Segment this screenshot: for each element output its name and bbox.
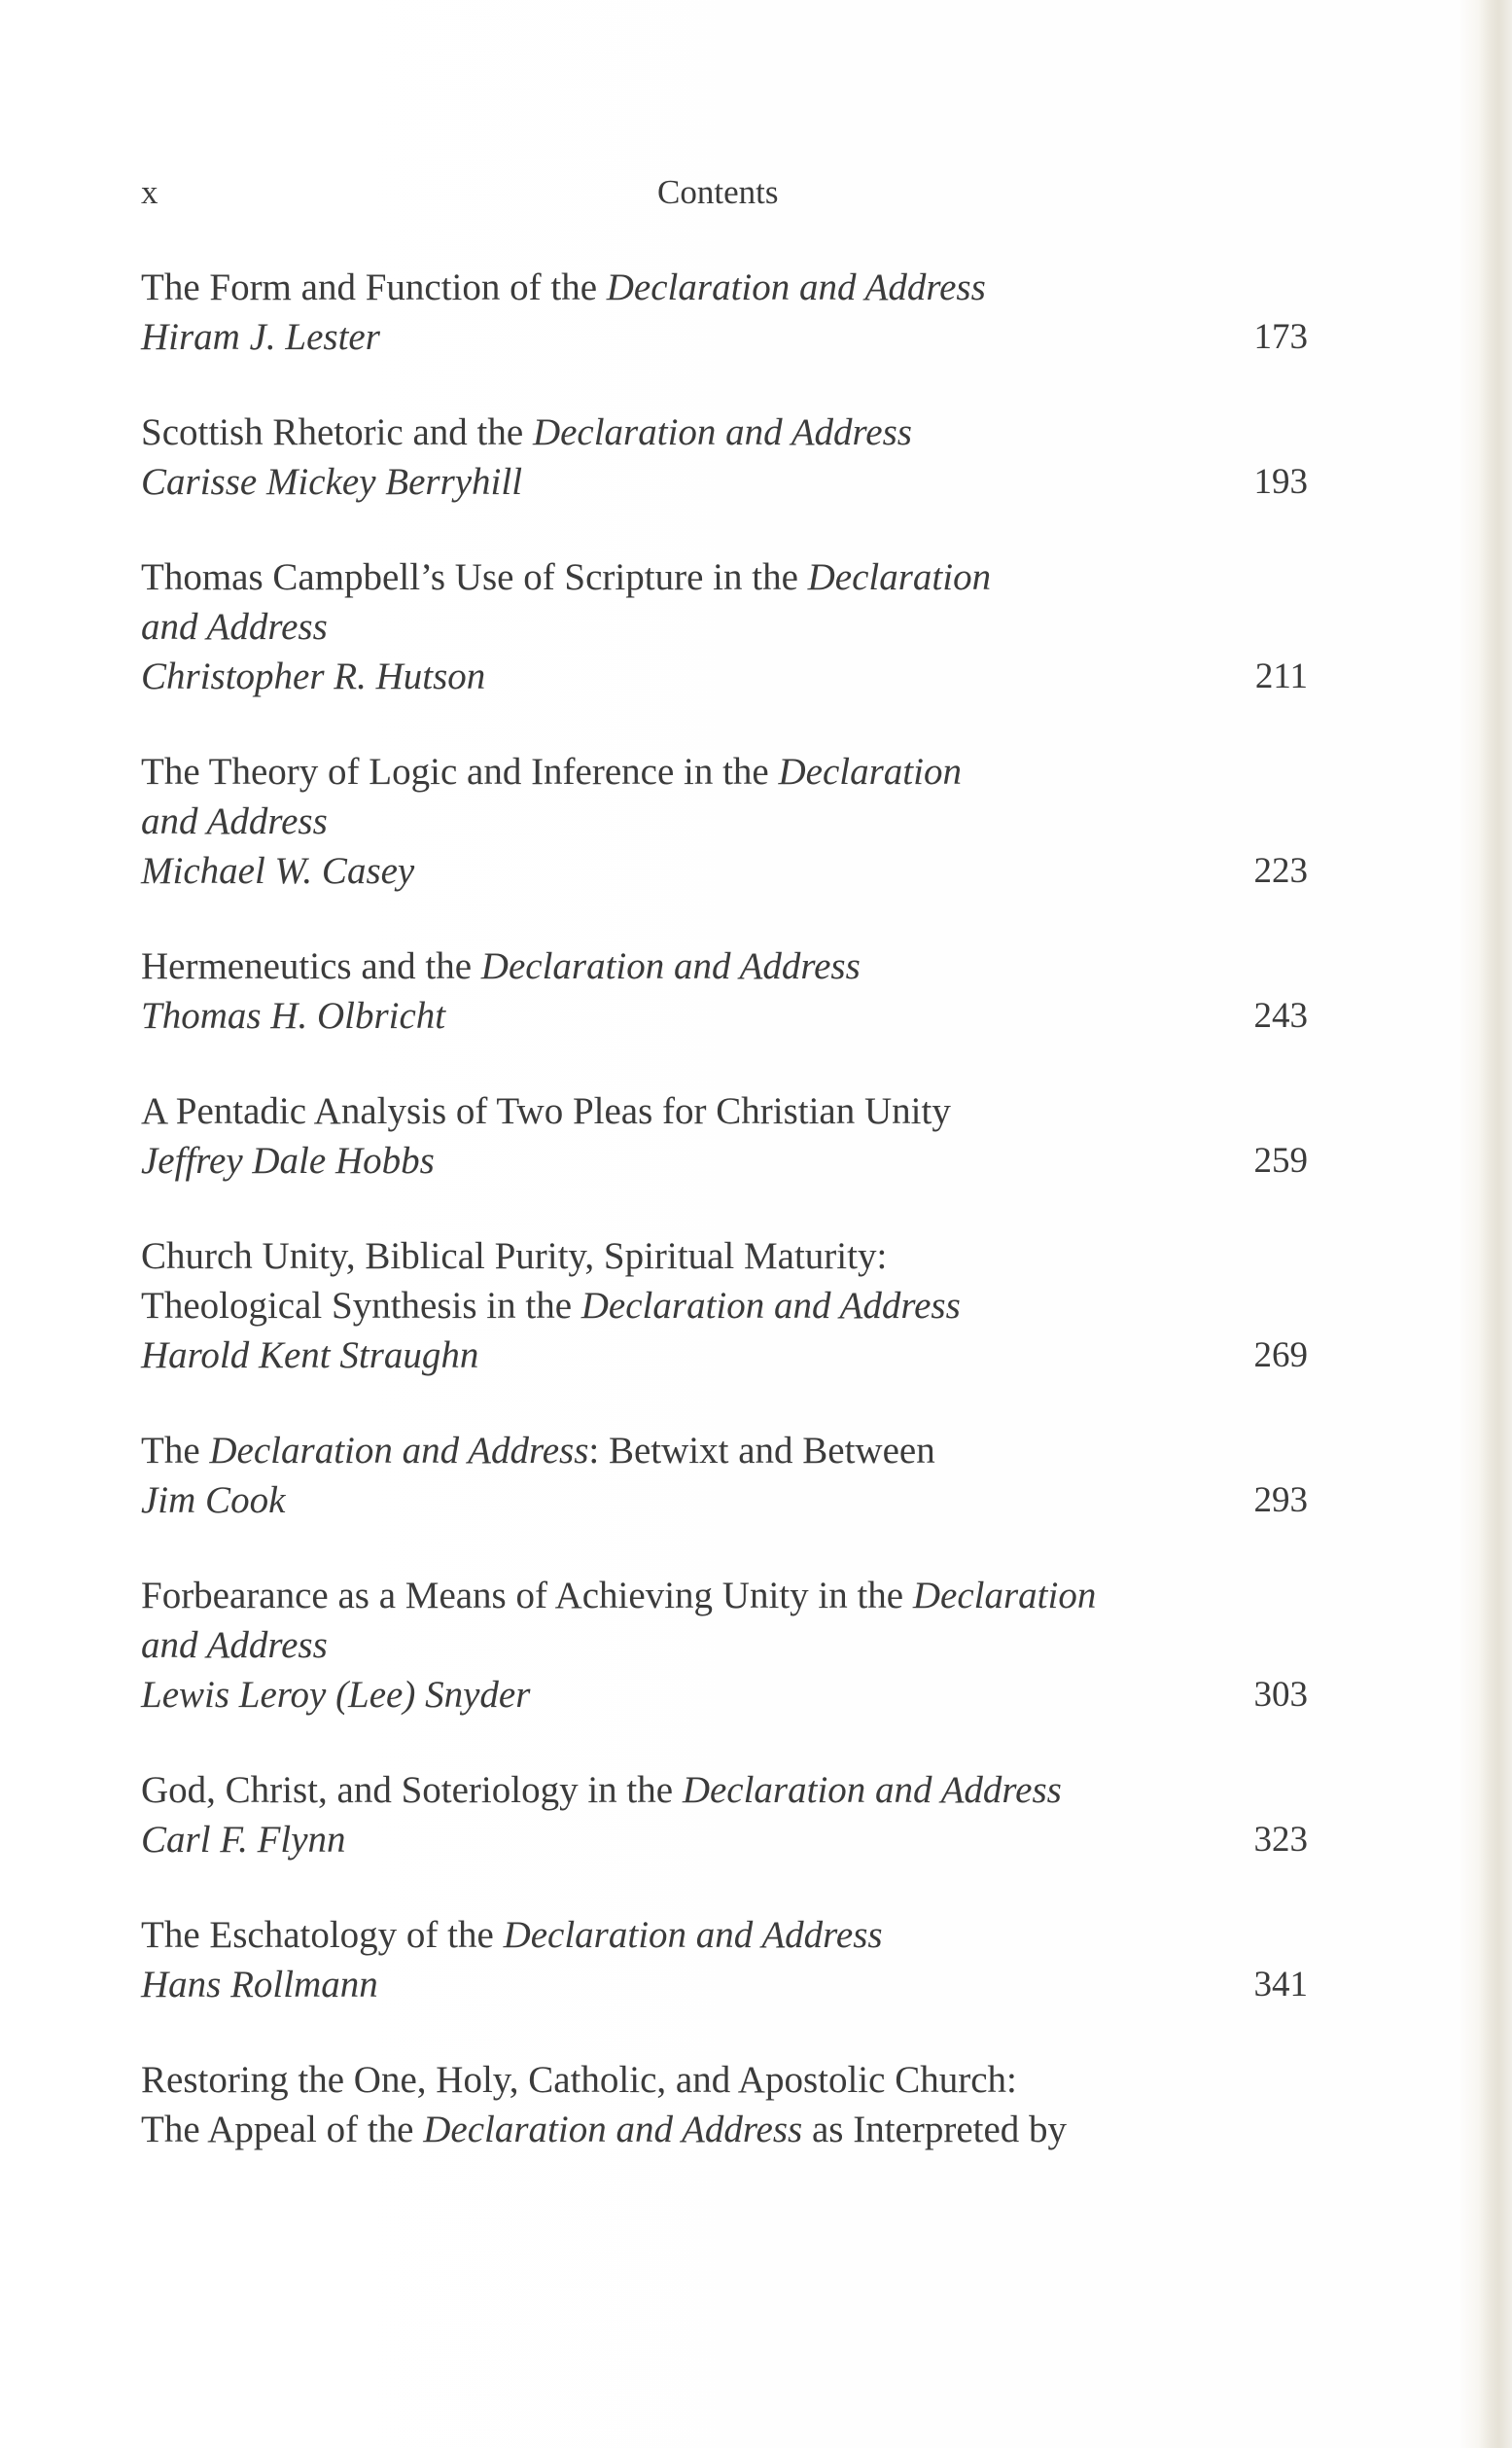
toc-entry-title-line [141,2055,1308,2105]
toc-entry-page-number: 269 [1253,1335,1308,1375]
page-edge-shadow [1479,0,1512,2448]
toc-title-italic-text: Declaration and Address [503,1914,883,1956]
toc-title-italic-text: Declaration and Address [682,1769,1062,1811]
toc-entry-title-line [141,1620,1308,1670]
toc-entry-page-number: 323 [1253,1820,1308,1860]
toc-title-text: as Interpreted by [802,2109,1068,2150]
toc-title-text: A Pentadic Analysis of Two Pleas for Christian Unity [141,1090,951,1132]
toc-title-text: Forbearance as a Means of Achieving Unity in the [141,1575,913,1616]
toc-entry [141,1765,1308,1864]
toc-entry-author: Harold Kent Straughn [141,1334,479,1376]
toc-entry-title-line [141,1765,1308,1815]
toc-entry-page-number: 223 [1253,851,1308,891]
toc-title-italic-text: Declaration and Address [480,945,861,987]
toc-entry [141,941,1308,1041]
toc-entry-author: Jeffrey Dale Hobbs [141,1140,435,1182]
table-of-contents [141,263,1308,2200]
toc-entry [141,408,1308,507]
toc-title-text: The Appeal of the [141,2109,424,2150]
toc-title-text: : Betwixt and Between [588,1430,935,1472]
toc-title-italic-text: and Address [141,800,328,842]
toc-title-text: Restoring the One, Holy, Catholic, and Apostolic Church: [141,2059,1017,2101]
toc-title-italic-text: Declaration [807,556,992,598]
toc-entry [141,1426,1308,1525]
toc-entry-title-line [141,408,1308,457]
toc-entry-author: Jim Cook [141,1479,286,1521]
toc-entry-title-line [141,1086,1308,1136]
toc-title-italic-text: Declaration [912,1575,1097,1616]
toc-entry [141,1086,1308,1186]
toc-entry [141,552,1308,701]
toc-entry-title-line [141,1910,1308,1960]
toc-title-italic-text: Declaration [778,751,962,793]
toc-entry-page-number: 193 [1253,462,1308,502]
toc-title-italic-text: Declaration and Address [209,1430,589,1472]
toc-title-text: The Theory of Logic and Inference in the [141,751,779,793]
toc-title-italic-text: Declaration and Address [606,266,986,308]
toc-title-text: Hermeneutics and the [141,945,481,987]
toc-entry-page-number: 211 [1254,656,1308,696]
toc-entry-title-line [141,602,1308,652]
toc-entry-title-line [141,1571,1308,1620]
toc-entry-author: Carl F. Flynn [141,1819,346,1861]
toc-entry-title-line [141,2105,1308,2154]
toc-title-text: The [141,1430,210,1472]
toc-title-italic-text: Declaration and Address [532,411,912,453]
toc-title-text: The Eschatology of the [141,1914,504,1956]
toc-entry-title-line [141,797,1308,846]
toc-entry-title-line [141,552,1308,602]
toc-entry-title-line [141,1281,1308,1330]
toc-title-italic-text: Declaration and Address [423,2109,803,2150]
toc-title-text: Church Unity, Biblical Purity, Spiritual Maturity: [141,1235,888,1277]
toc-title-text: Scottish Rhetoric and the [141,411,533,453]
toc-title-italic-text: and Address [141,1624,328,1666]
toc-entry-page-number: 243 [1253,996,1308,1036]
toc-title-italic-text: Declaration and Address [580,1285,961,1327]
toc-entry-author: Hans Rollmann [141,1964,378,2005]
toc-entry-page-number: 173 [1253,317,1308,357]
toc-entry [141,747,1308,896]
toc-title-italic-text: and Address [141,606,328,648]
toc-title-text: Thomas Campbell’s Use of Scripture in the [141,556,808,598]
toc-entry [141,1571,1308,1720]
toc-entry-title-line [141,263,1308,312]
toc-entry-page-number: 341 [1253,1965,1308,2005]
toc-entry [141,1231,1308,1380]
toc-entry-author: Christopher R. Hutson [141,656,486,697]
toc-entry-author: Lewis Leroy (Lee) Snyder [141,1674,531,1716]
toc-entry-page-number: 293 [1253,1480,1308,1520]
toc-entry-title-line [141,941,1308,991]
toc-title-text: God, Christ, and Soteriology in the [141,1769,683,1811]
toc-entry-page-number: 303 [1253,1675,1308,1715]
toc-entry-author: Thomas H. Olbricht [141,995,446,1037]
running-head-title: Contents [657,173,779,211]
toc-entry [141,263,1308,362]
toc-entry-author: Hiram J. Lester [141,316,380,358]
toc-entry [141,2055,1308,2154]
toc-title-text: Theological Synthesis in the [141,1285,581,1327]
toc-entry-author: Michael W. Casey [141,850,415,892]
toc-entry-title-line [141,1231,1308,1281]
toc-entry-author: Carisse Mickey Berryhill [141,461,523,503]
page-folio: x [141,173,158,211]
toc-entry-title-line [141,1426,1308,1475]
toc-entry [141,1910,1308,2009]
toc-entry-page-number: 259 [1253,1141,1308,1181]
running-head [0,171,1512,214]
toc-title-text: The Form and Function of the [141,266,607,308]
toc-entry-title-line [141,747,1308,797]
